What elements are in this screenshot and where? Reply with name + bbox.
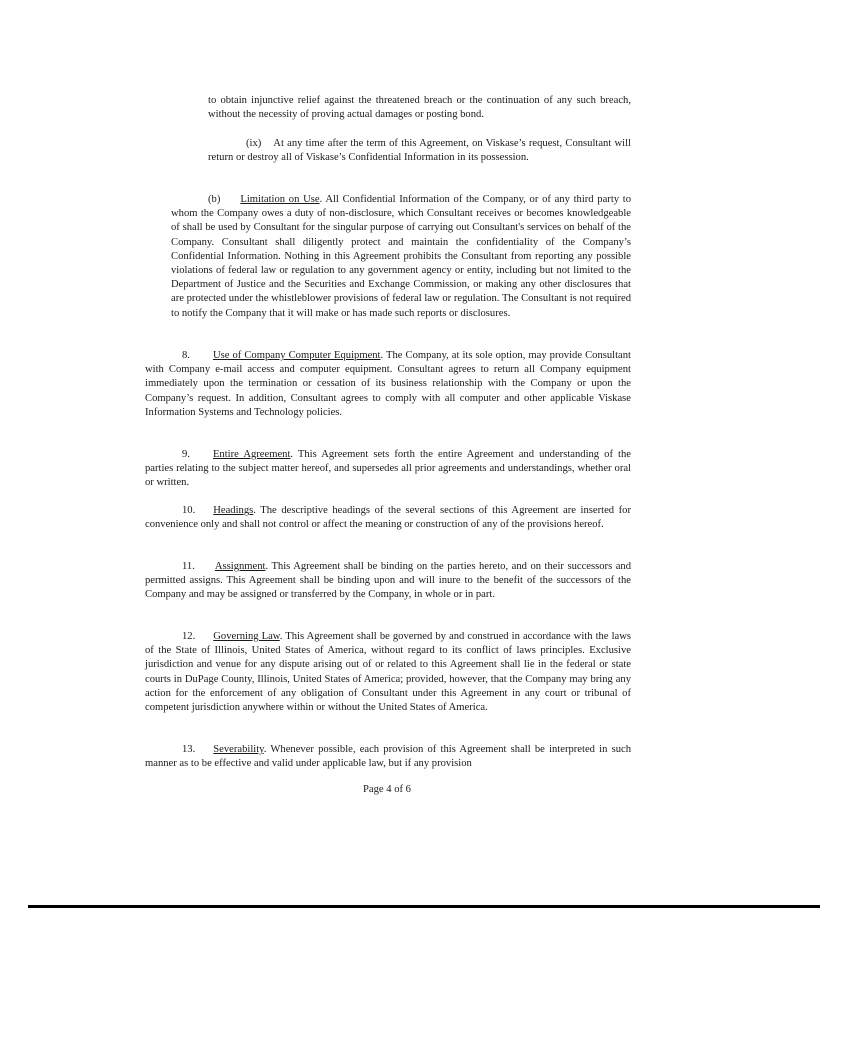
paragraph-text: . All Confidential Information of the Company, or of any third party to whom the Company owes a duty of non-disclosure, which Consultant receives or becomes knowledgeable of shall be used by Consultant for the singular purpose of carrying out Consultant's services on behalf of the Company. Consultant shall diligently protect and maintain the confidentiality of the Company’s Confidential Information. Nothing in this Agreement prohibits the Consultant from reporting any possible violations of federal law or regulation to any government agency or entity, including but not limited to the Department of Justice and the Securities and Exchange Commission, or making any other disclosures that are protected under the whistleblower provisions of federal law or regulation. The Consultant is not required to notify the Company that it will make or has made such reports or disclosures. (171, 194, 632, 319)
section-heading: Governing Law (213, 631, 280, 642)
paragraph-number: (ix) (246, 138, 262, 149)
paragraph-ix (208, 137, 631, 165)
section-heading: Severability (213, 744, 264, 755)
section-number: 11. (182, 561, 195, 572)
section-text: . This Agreement shall be binding on the parties hereto, and on their successors and permitted assigns. This Agreement shall be binding upon and will inure to the benefit of the successors of the Company and may be assigned or transferred by the Company, in whole or in part. (145, 561, 631, 601)
section-10 (145, 504, 631, 532)
section-heading: Use of Company Computer Equipment (212, 350, 381, 361)
section-9 (145, 448, 631, 491)
section-heading: Limitation on Use (240, 194, 320, 205)
section-text: . The descriptive headings of the several sections of this Agreement are inserted for convenience only and shall not control or affect the meaning or construction of any of the provisions hereof. (145, 505, 631, 531)
horizontal-divider (28, 905, 820, 908)
section-text: . This Agreement sets forth the entire Agreement and understanding of the parties relating to the subject matter hereof, and supersedes all prior agreements and understandings, whether oral or written. (145, 449, 632, 489)
section-13 (145, 743, 631, 771)
section-text: . The Company, at its sole option, may provide Consultant with Company e-mail access and computer equipment. Consultant agrees to return all Company equipment immediately upon the termination or cessation of its business relationship with the Company or upon the Company’s request. In addition, Consultant agrees to comply with all computer and other applicable Viskase Information Systems and Technology policies. (145, 350, 631, 418)
section-text: . Whenever possible, each provision of this Agreement shall be interpreted in such manner as to be effective and valid under applicable law, but if any provision (145, 744, 631, 770)
section-text: . This Agreement shall be governed by and construed in accordance with the laws of the State of Illinois, United States of America, without regard to its conflict of laws principles. Exclusive jurisdiction and venue for any dispute arising out of or related to this Agreement shall lie in the federal or state courts in DuPage County, Illinois, United States of America; provided, however, that the Company may bring any action for the enforcement of any obligation of Consultant under this Agreement in any court or tribunal of competent jurisdiction anywhere within or without the United States of America. (145, 631, 631, 714)
paragraph-continuation: to obtain injunctive relief against the threatened breach or the continuation of any such breach, without the necessity of proving actual damages or posting bond. (208, 95, 631, 121)
section-heading: Assignment (214, 561, 266, 572)
section-number: 9. (182, 449, 190, 460)
section-number: 10. (182, 505, 196, 516)
section-8 (145, 349, 631, 420)
section-heading: Headings (213, 505, 254, 516)
section-11 (145, 560, 631, 603)
paragraph-number: (b) (208, 194, 221, 205)
section-number: 13. (182, 744, 196, 755)
section-12 (145, 630, 631, 715)
section-number: 12. (182, 631, 196, 642)
page-number: Page 4 of 6 (363, 784, 411, 795)
section-number: 8. (182, 350, 190, 361)
section-heading: Entire Agreement (212, 449, 291, 460)
paragraph-b (171, 193, 631, 321)
paragraph-text: At any time after the term of this Agreement, on Viskase’s request, Consultant will return or destroy all of Viskase’s Confidential Information in its possession. (208, 138, 631, 164)
